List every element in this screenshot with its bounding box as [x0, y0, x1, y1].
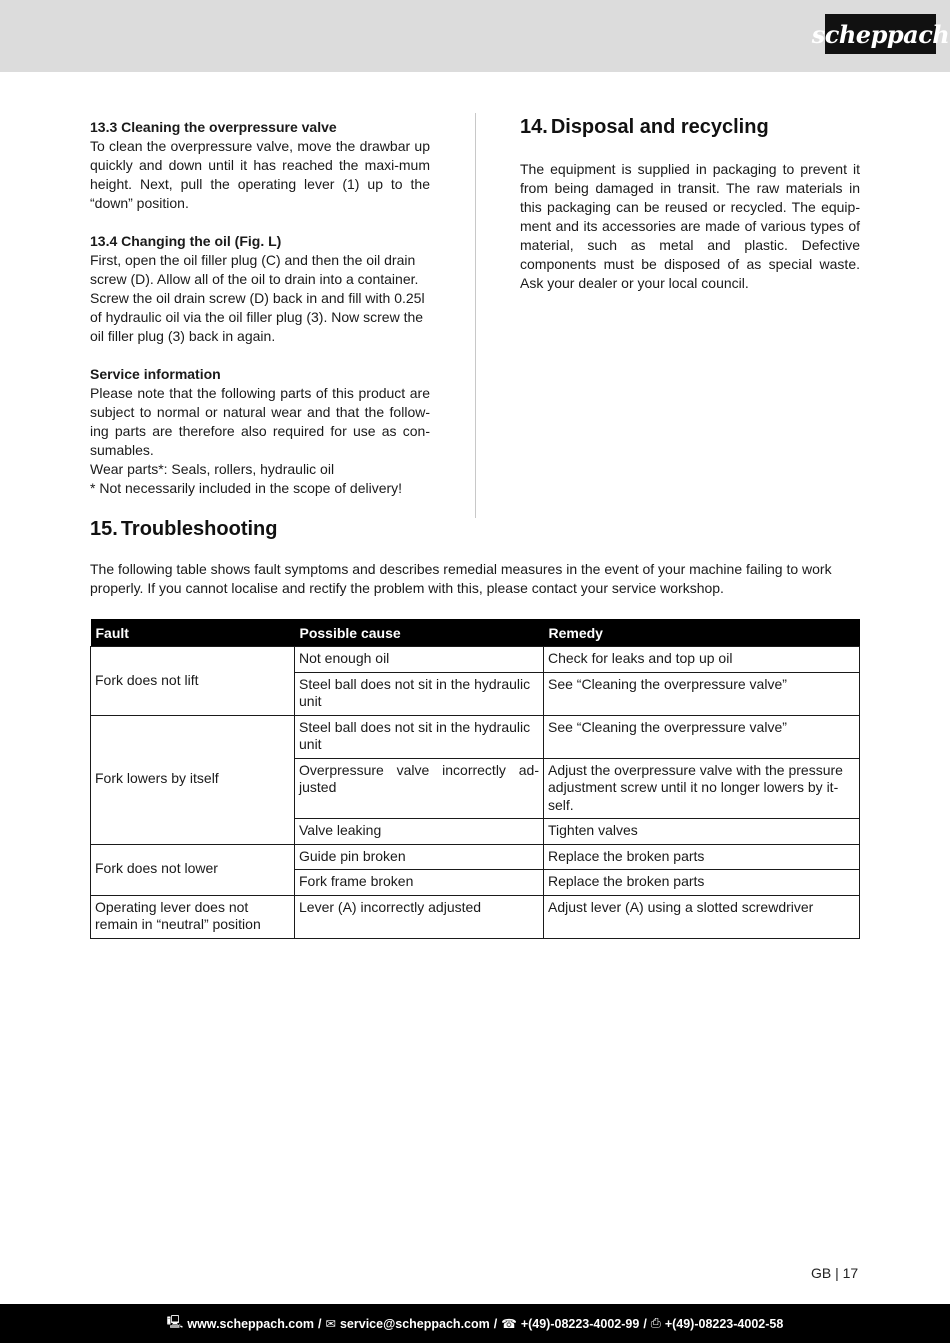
fault-cell: Fork lowers by itself [91, 715, 295, 844]
remedy-cell: Tighten valves [544, 819, 860, 845]
section-15-heading: 15. Troubleshooting [90, 518, 278, 540]
fax-icon: ⎙ [650, 1316, 661, 1330]
fax-number: +(49)-08223-4002-58 [664, 1316, 784, 1331]
fault-cell: Fork does not lift [91, 647, 295, 716]
table-header-row [91, 619, 860, 647]
separator: / [493, 1316, 498, 1331]
column-divider [475, 113, 476, 518]
table-row [91, 895, 860, 938]
cause-cell: Lever (A) incorrectly adjusted [295, 895, 544, 938]
footer-contact-bar [0, 1304, 950, 1343]
cause-cell: Valve leaking [295, 819, 544, 845]
cause-cell: Overpressure valve incorrectly ad-justed [295, 758, 544, 819]
remedy-cell: Adjust lever (A) using a slotted screwdriver [544, 895, 860, 938]
section-13-4-body: First, open the oil filler plug (C) and then the oil drain screw (D). Allow all of the oil to drain into a container. Screw the oil drain screw (D) back in and fill with 0.25l of hydraulic oil via the oil filler plug (3). Now screw the oil filler plug (3) back in again. [90, 252, 425, 344]
section-14-heading: 14. Disposal and recycling [520, 116, 769, 138]
remedy-cell: See “Cleaning the overpressure valve” [544, 715, 860, 758]
email-icon: ✉ [325, 1317, 336, 1331]
remedy-cell: Replace the broken parts [544, 870, 860, 896]
cause-cell: Steel ball does not sit in the hydraulic unit [295, 672, 544, 715]
section-13-3-body: To clean the overpressure valve, move the drawbar up quickly and down until it has reached the maxi-mum height. Next, pull the operating lever (1) up to the “down” position. [90, 138, 430, 211]
fault-cell: Operating lever does not remain in “neutral” position [91, 895, 295, 938]
section-13-4-title: 13.4 Changing the oil (Fig. L) [90, 233, 282, 249]
table-row [91, 844, 860, 870]
section-13-3-title: 13.3 Cleaning the overpressure valve [90, 119, 337, 135]
troubleshooting-intro: The following table shows fault symptoms and describes remedial measures in the event of your machine failing to work properly. If you cannot localise and rectify the problem with this, please contact your service workshop. [90, 561, 832, 596]
scheppach-logo: scheppach [825, 14, 936, 54]
separator: / [318, 1316, 322, 1331]
section-14-body: The equipment is supplied in packaging to prevent it from being damaged in transit. The raw materials in this packaging can be reused or recycled. The equip-ment and its accessories are made of various types of material, such as metal and plastic. Defective components must be disposed of as special waste. Ask your dealer or your local council. [520, 161, 860, 291]
remedy-cell: Replace the broken parts [544, 844, 860, 870]
header-band [0, 0, 950, 72]
table-row [91, 647, 860, 673]
troubleshooting-table [90, 619, 860, 939]
separator: / [643, 1316, 647, 1331]
left-column [90, 118, 430, 498]
wear-parts: Wear parts*: Seals, rollers, hydraulic oil [90, 461, 335, 477]
remedy-cell: Check for leaks and top up oil [544, 647, 860, 673]
page-number: GB | 17 [811, 1265, 859, 1281]
right-column [520, 114, 860, 293]
section-15 [90, 516, 860, 598]
header-remedy: Remedy [544, 619, 860, 647]
footnote: * Not necessarily included in the scope of delivery! [90, 480, 403, 496]
cause-cell: Fork frame broken [295, 870, 544, 896]
cause-cell: Not enough oil [295, 647, 544, 673]
fault-cell: Fork does not lower [91, 844, 295, 895]
header-cause: Possible cause [295, 619, 544, 647]
phone-icon: ☎ [501, 1317, 517, 1331]
phone-number: +(49)-08223-4002-99 [520, 1316, 640, 1331]
table-row [91, 715, 860, 758]
remedy-cell: See “Cleaning the overpressure valve” [544, 672, 860, 715]
website-link[interactable]: www.scheppach.com [187, 1316, 315, 1331]
header-fault: Fault [91, 619, 295, 647]
computer-icon: 🖳 [166, 1315, 184, 1329]
email-link[interactable]: service@scheppach.com [339, 1316, 490, 1331]
service-info-body: Please note that the following parts of this product are subject to normal or natural wear and that the follow-ing parts are therefore also required for use as con-sumables. [90, 385, 430, 458]
cause-cell: Guide pin broken [295, 844, 544, 870]
remedy-cell: Adjust the overpressure valve with the pressure adjustment screw until it no longer lowers by it-self. [544, 758, 860, 819]
cause-cell: Steel ball does not sit in the hydraulic unit [295, 715, 544, 758]
service-info-title: Service information [90, 366, 221, 382]
